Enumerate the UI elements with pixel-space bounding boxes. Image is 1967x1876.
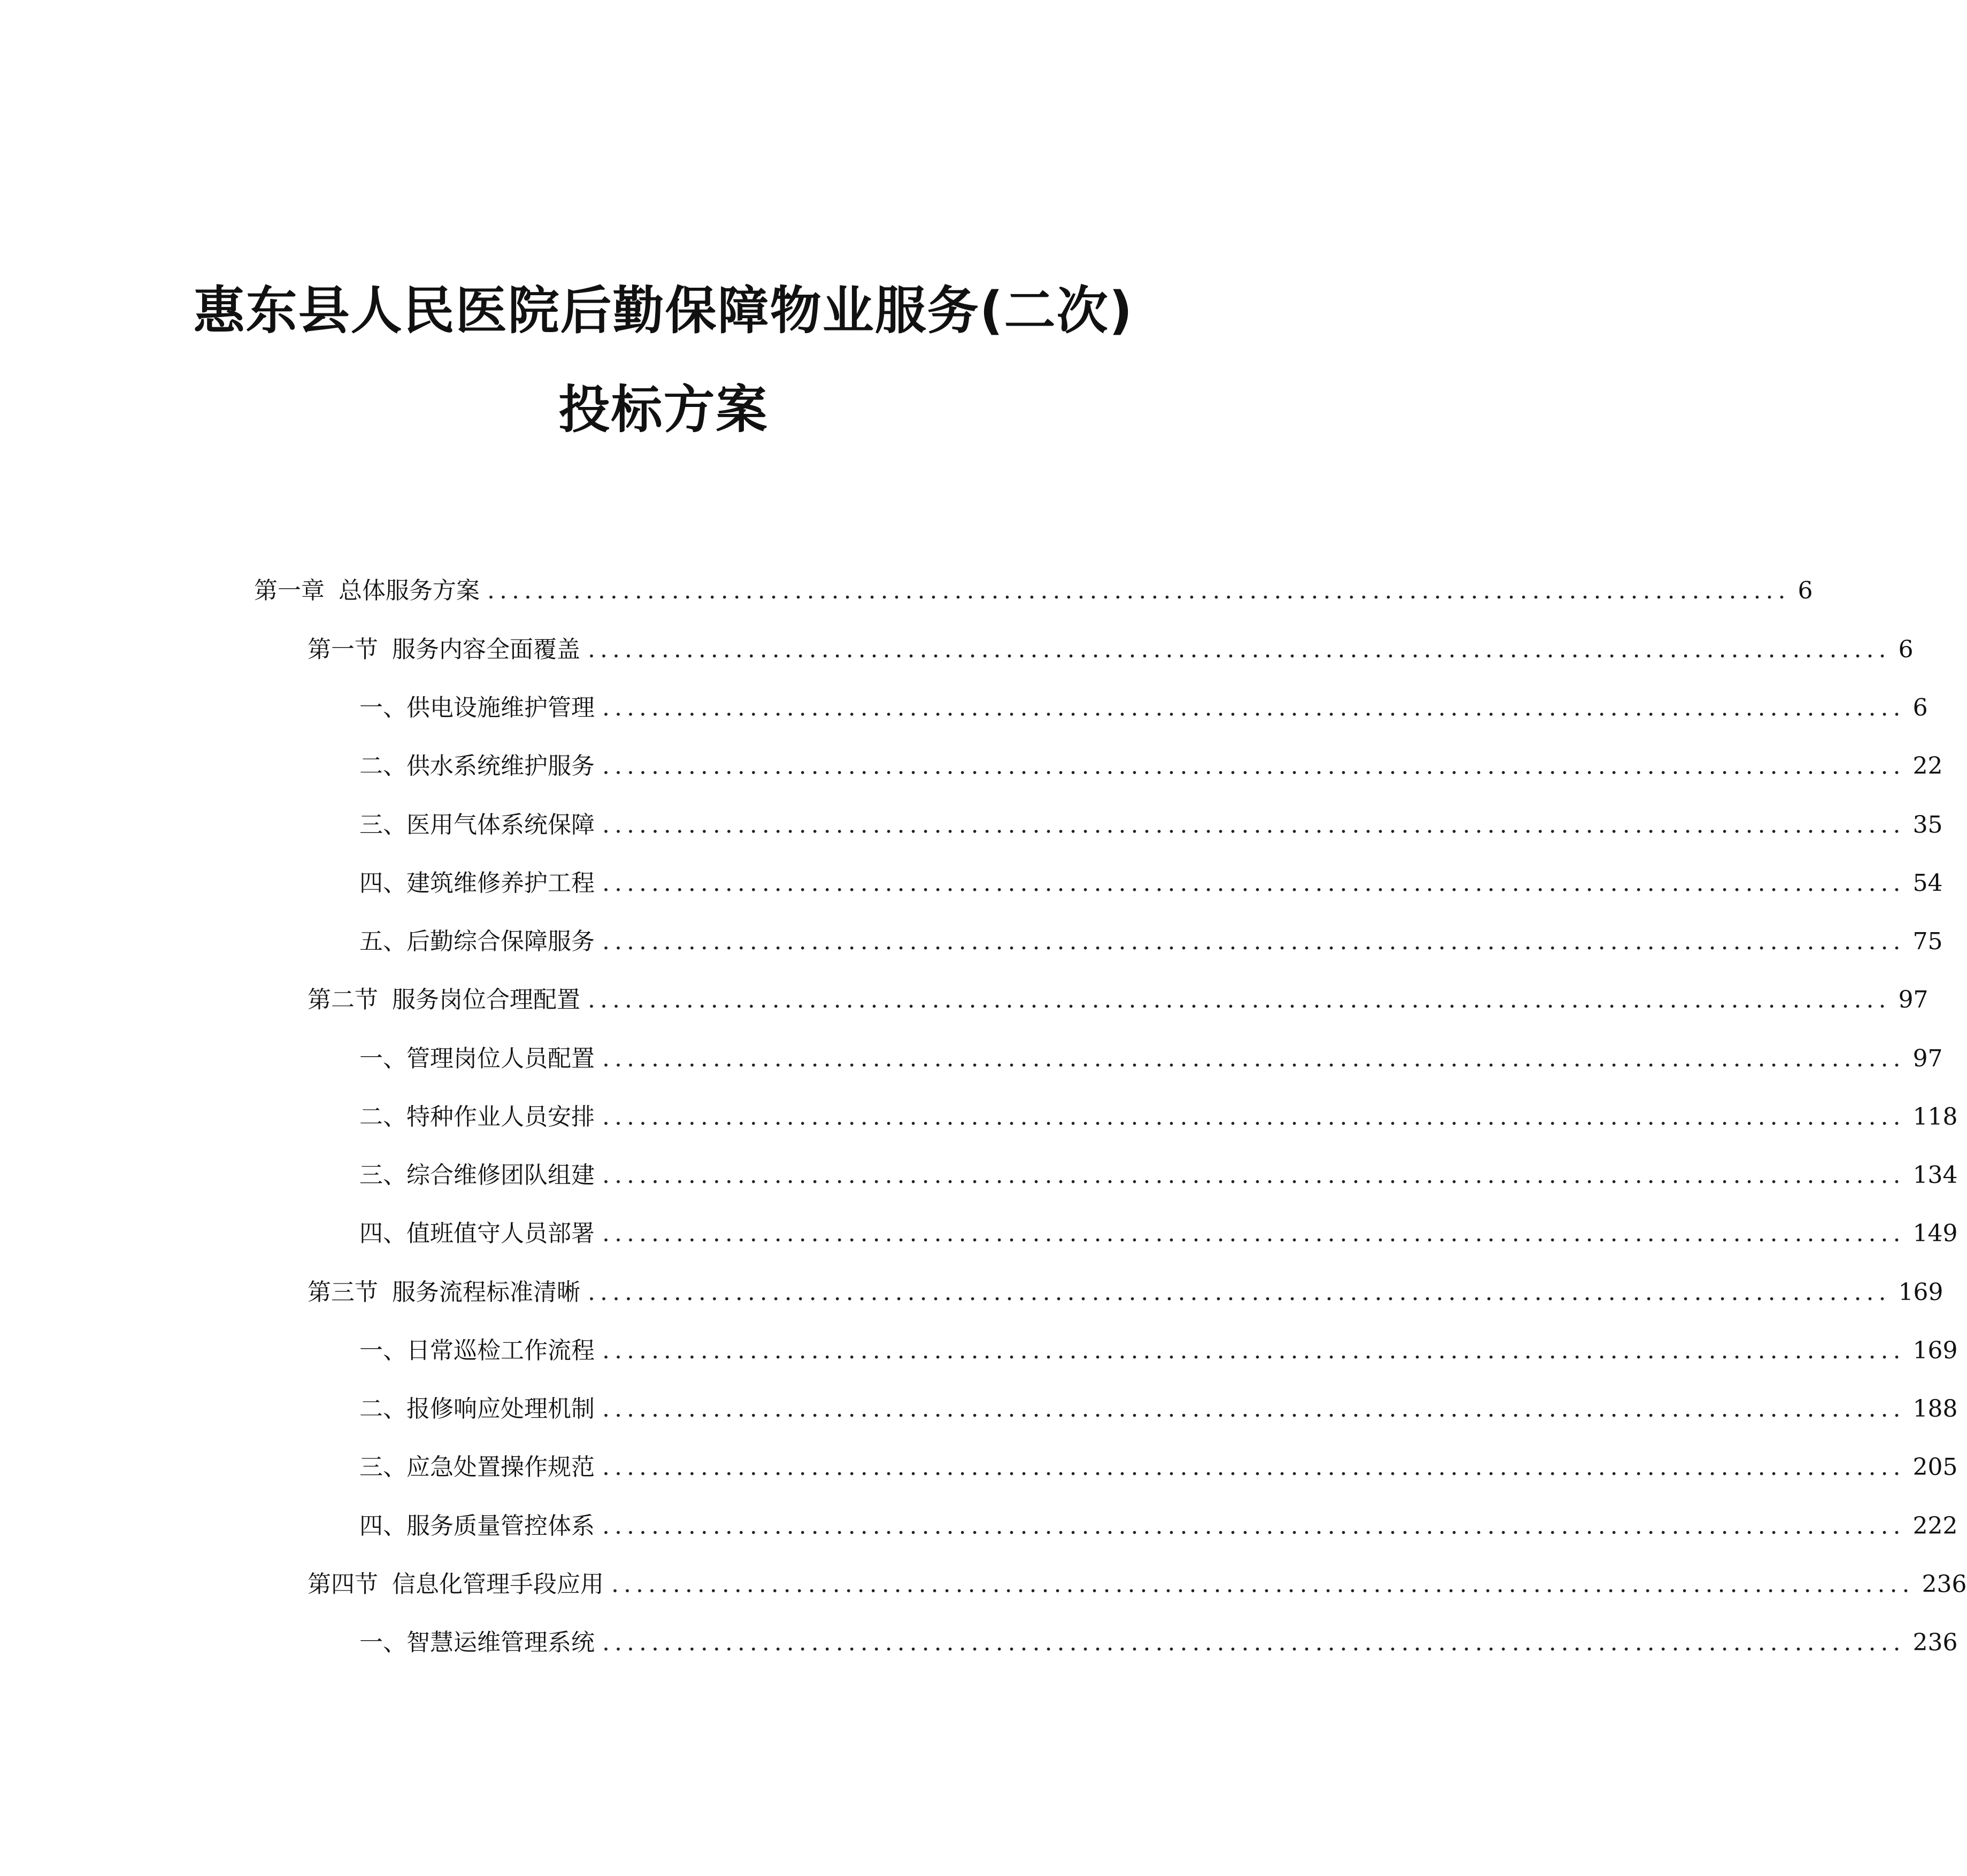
toc-entry-number: 二、 <box>359 1103 406 1131</box>
toc-entry-page: 169 <box>1912 1337 1958 1364</box>
toc-leader-dots: .......................................................................................................... <box>602 1337 1905 1364</box>
toc-entry-label: 管理岗位人员配置 <box>406 1045 595 1072</box>
toc-entry-page: 35 <box>1912 811 1943 839</box>
toc-entry-number: 一、 <box>359 694 406 721</box>
toc-leader-dots: .......................................................................................................... <box>602 870 1905 897</box>
toc-leader-dots: .......................................................................................................... <box>602 1454 1905 1481</box>
toc-entry-page: 6 <box>1797 577 1813 604</box>
toc-entry-label: 特种作业人员安排 <box>406 1103 595 1131</box>
toc-entry-number: 第一章 <box>254 577 325 604</box>
toc-leader-dots: .......................................................................................................... <box>588 636 1891 663</box>
toc-entry-label: 应急处置操作规范 <box>406 1454 595 1481</box>
toc-entry-item[interactable] <box>359 1218 1958 1250</box>
toc-entry-label: 供水系统维护服务 <box>406 752 595 780</box>
toc-entry-label: 医用气体系统保障 <box>406 811 595 839</box>
toc-entry-label: 服务内容全面覆盖 <box>392 636 580 663</box>
toc-leader-dots: .......................................................................................................... <box>602 1162 1905 1189</box>
toc-leader-dots: .......................................................................................................... <box>602 928 1905 955</box>
toc-entry-section-1[interactable] <box>308 634 1914 666</box>
toc-entry-number: 一、 <box>359 1629 406 1656</box>
toc-entry-label: 服务流程标准清晰 <box>392 1279 580 1306</box>
toc-entry-number: 二、 <box>359 1395 406 1423</box>
toc-entry-page: 149 <box>1912 1220 1958 1247</box>
toc-entry-page: 97 <box>1912 1045 1943 1072</box>
toc-entry-number: 四、 <box>359 1512 406 1540</box>
toc-entry-item[interactable] <box>359 1627 1958 1659</box>
toc-entry-section-3[interactable] <box>308 1277 1943 1309</box>
toc-entry-label: 智慧运维管理系统 <box>406 1629 595 1656</box>
toc-entry-item[interactable] <box>359 1101 1958 1133</box>
toc-entry-page: 97 <box>1898 986 1928 1013</box>
toc-leader-dots: .......................................................................................................... <box>602 811 1905 839</box>
toc-entry-item[interactable] <box>359 692 1928 724</box>
toc-entry-section-4[interactable] <box>308 1569 1967 1601</box>
toc-entry-label: 建筑维修养护工程 <box>406 870 595 897</box>
toc-entry-label: 供电设施维护管理 <box>406 694 595 721</box>
document-subtitle: 投标方案 <box>558 380 769 440</box>
toc-entry-page: 169 <box>1898 1279 1943 1306</box>
toc-leader-dots: .......................................................................................................... <box>588 986 1891 1013</box>
toc-entry-page: 222 <box>1912 1512 1958 1540</box>
toc-entry-page: 134 <box>1912 1162 1958 1189</box>
toc-entry-item[interactable] <box>359 867 1943 899</box>
toc-entry-page: 75 <box>1912 928 1943 955</box>
toc-entry-page: 54 <box>1912 870 1943 897</box>
toc-leader-dots: .......................................................................................................... <box>602 1103 1905 1131</box>
toc-entry-item[interactable] <box>359 1043 1943 1075</box>
toc-entry-number: 一、 <box>359 1045 406 1072</box>
toc-entry-item[interactable] <box>359 1510 1958 1542</box>
toc-entry-label: 综合维修团队组建 <box>406 1162 595 1189</box>
toc-entry-label: 服务质量管控体系 <box>406 1512 595 1540</box>
toc-entry-page: 188 <box>1912 1395 1958 1423</box>
toc-entry-label: 信息化管理手段应用 <box>392 1571 604 1598</box>
toc-entry-label: 值班值守人员部署 <box>406 1220 595 1247</box>
toc-entry-label: 服务岗位合理配置 <box>392 986 580 1013</box>
toc-entry-number: 第二节 <box>308 986 378 1013</box>
toc-entry-number: 二、 <box>359 752 406 780</box>
toc-entry-page: 22 <box>1912 752 1943 780</box>
toc-entry-label: 后勤综合保障服务 <box>406 928 595 955</box>
toc-entry-number: 第一节 <box>308 636 378 663</box>
toc-entry-number: 第四节 <box>308 1571 378 1598</box>
toc-entry-number: 三、 <box>359 1162 406 1189</box>
toc-entry-item[interactable] <box>359 926 1943 958</box>
toc-entry-label: 日常巡检工作流程 <box>406 1337 595 1364</box>
toc-entry-page: 6 <box>1912 694 1928 721</box>
toc-leader-dots: .......................................................................................................... <box>588 1279 1891 1306</box>
toc-entry-item[interactable] <box>359 809 1943 841</box>
toc-entry-page: 205 <box>1912 1454 1958 1481</box>
toc-entry-number: 五、 <box>359 928 406 955</box>
toc-entry-page: 236 <box>1912 1629 1958 1656</box>
toc-entry-page: 6 <box>1898 636 1914 663</box>
toc-leader-dots: .......................................................................................................... <box>602 1512 1905 1540</box>
toc-entry-item[interactable] <box>359 1451 1958 1483</box>
toc-leader-dots: .......................................................................................................... <box>487 577 1791 604</box>
toc-entry-section-2[interactable] <box>308 984 1928 1016</box>
toc-entry-number: 一、 <box>359 1337 406 1364</box>
toc-entry-number: 四、 <box>359 1220 406 1247</box>
toc-entry-number: 三、 <box>359 811 406 839</box>
toc-entry-number: 四、 <box>359 870 406 897</box>
toc-entry-item[interactable] <box>359 750 1943 782</box>
toc-leader-dots: .......................................................................................................... <box>602 1045 1905 1072</box>
toc-leader-dots: .......................................................................................................... <box>602 694 1905 721</box>
toc-entry-label: 总体服务方案 <box>339 577 480 604</box>
toc-entry-item[interactable] <box>359 1335 1958 1367</box>
toc-leader-dots: .......................................................................................................... <box>602 1220 1905 1247</box>
toc-entry-page: 118 <box>1912 1103 1958 1131</box>
toc-leader-dots: .......................................................................................................... <box>611 1571 1915 1598</box>
toc-entry-page: 236 <box>1922 1571 1967 1598</box>
toc-entry-number: 三、 <box>359 1454 406 1481</box>
toc-entry-label: 报修响应处理机制 <box>406 1395 595 1423</box>
toc-entry-item[interactable] <box>359 1393 1958 1425</box>
toc-entry-chapter-1[interactable] <box>254 575 1813 607</box>
toc-leader-dots: .......................................................................................................... <box>602 1629 1905 1656</box>
toc-leader-dots: .......................................................................................................... <box>602 1395 1905 1423</box>
toc-entry-number: 第三节 <box>308 1279 378 1306</box>
toc-entry-item[interactable] <box>359 1159 1958 1191</box>
toc-leader-dots: .......................................................................................................... <box>602 752 1905 780</box>
document-title: 惠东县人民医院后勤保障物业服务(二次) <box>193 281 1134 341</box>
